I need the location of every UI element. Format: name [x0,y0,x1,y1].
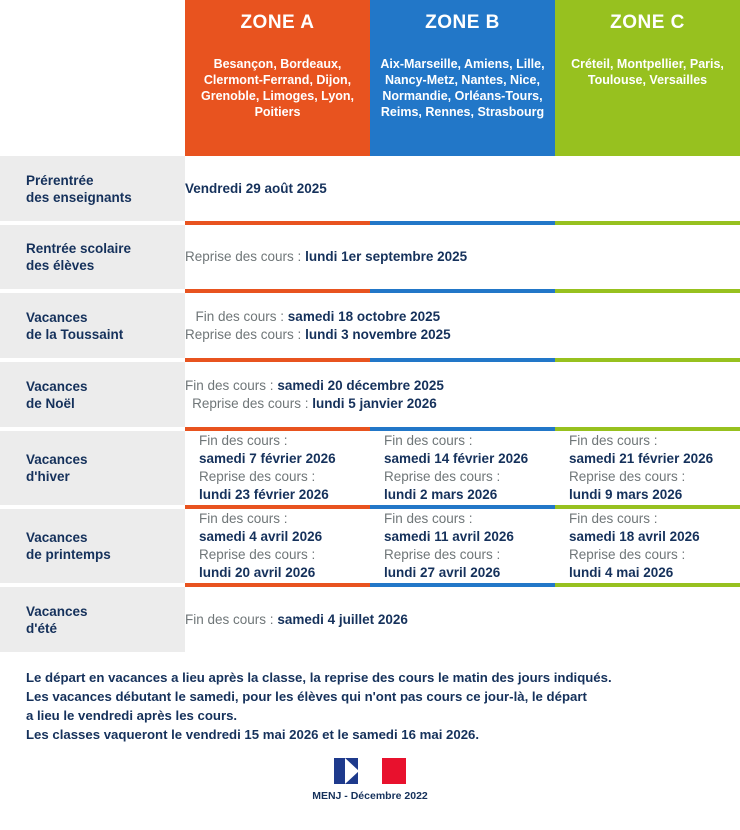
row-value-all-zones [185,362,740,427]
footer-line-4: Les classes vaqueront le vendredi 15 mai 2026 et le samedi 16 mai 2026. [26,727,480,742]
zone-c-title: ZONE C [555,0,740,46]
row-text: Vendredi 29 août 2025 [185,180,327,196]
row-label [0,225,185,289]
zone-a-cell [185,431,370,505]
fin-label: Fin des cours : [569,511,658,526]
fin-label: Fin des cours : [384,511,473,526]
footer-line-3: a lieu le vendredi après les cours. [26,708,238,723]
reprise-value: lundi 9 mars 2026 [569,487,683,502]
row-label-line1: Rentrée scolaire [26,241,132,256]
row-text-line2 [192,395,437,413]
row-label-line1: Vacances [26,378,88,394]
row-cell [185,293,451,358]
row-label-line2: de Noël [26,395,75,411]
row-label-line2: des enseignants [26,189,132,205]
zone-c-cell [555,509,740,583]
row-cell [185,362,444,427]
reprise-label: Reprise des cours : [199,547,316,562]
fin-value: samedi 4 avril 2026 [199,529,323,544]
fin-value: samedi 18 avril 2026 [569,529,700,544]
row-label-line1: Vacances [26,452,88,467]
row-label [0,431,185,505]
row-value-all-zones [185,225,740,289]
row-label [0,362,185,427]
row-label-line2: de la Toussaint [26,326,124,342]
row-value-all-zones [185,587,740,652]
fin-label: Fin des cours : [199,511,288,526]
zone-b-cell [370,431,555,505]
row-text-value: lundi 1er septembre 2025 [305,249,468,264]
row-cell [185,587,408,652]
row-vacances-noel [0,362,740,427]
row-label-line2: de printemps [26,547,111,562]
row-vacances-toussaint [0,293,740,358]
header-spacer [0,0,185,46]
row-rentree-scolaire [0,225,740,289]
fin-value: samedi 21 février 2026 [569,451,714,466]
reprise-label: Reprise des cours : [384,469,501,484]
fin-label: Fin des cours : [195,308,285,324]
zone-a-cities: Besançon, Bordeaux, Clermont-Ferrand, Dijon, Grenoble, Limoges, Lyon, Poitiers [185,46,370,156]
reprise-value: lundi 3 novembre 2025 [305,326,451,342]
reprise-label: Reprise des cours : [192,395,309,411]
fin-value: samedi 18 octobre 2025 [287,308,441,324]
row-cell [185,225,467,289]
fin-label: Fin des cours : [569,433,658,448]
zone-b-title: ZONE B [370,0,555,46]
fin-label: Fin des cours : [185,377,274,393]
reprise-value: lundi 27 avril 2026 [384,565,501,580]
fin-value: samedi 7 février 2026 [199,451,336,466]
row-text-line1 [195,308,440,326]
zone-c-cell [555,431,740,505]
reprise-value: lundi 23 février 2026 [199,487,329,502]
zone-a-cell [185,509,370,583]
zone-c-cities: Créteil, Montpellier, Paris, Toulouse, Versailles [555,46,740,156]
row-text [185,611,408,629]
row-label-line1: Prérentrée [26,172,94,188]
zone-a-title: ZONE A [185,0,370,46]
row-label-line2: d'été [26,620,57,636]
reprise-value: lundi 2 mars 2026 [384,487,498,502]
reprise-label: Reprise des cours : [569,547,686,562]
footer-line-1: Le départ en vacances a lieu après la classe, la reprise des cours le matin des jours indiqués. [26,670,612,685]
row-value-all-zones [185,156,740,221]
fin-value: samedi 4 juillet 2026 [277,611,408,627]
row-prerentree [0,156,740,221]
fin-label: Fin des cours : [199,433,288,448]
row-label [0,509,185,583]
row-label-line1: Vacances [26,603,88,619]
header-spacer-cities [0,46,185,156]
flag-white-band [358,758,382,784]
reprise-label: Reprise des cours : [384,547,501,562]
row-label-line2: d'hiver [26,469,70,484]
reprise-value: lundi 20 avril 2026 [199,565,316,580]
fin-label: Fin des cours : [185,611,274,627]
row-cell [185,156,327,221]
row-label [0,587,185,652]
row-vacances-hiver [0,431,740,505]
zone-b-cell [370,509,555,583]
flag-blue-band [334,758,358,784]
row-label-line2: des élèves [26,258,95,273]
reprise-value: lundi 5 janvier 2026 [312,395,437,411]
reprise-label: Reprise des cours : [199,469,316,484]
row-text-line2 [185,326,451,344]
row-label [0,293,185,358]
credit-text: MENJ - Décembre 2022 [312,790,428,802]
reprise-label: Reprise des cours : [185,326,302,342]
reprise-value: lundi 4 mai 2026 [569,565,674,580]
ministry-logo-block [0,758,740,802]
row-label-line1: Vacances [26,309,88,325]
french-flag-icon [334,758,406,784]
row-label-line1: Vacances [26,530,88,545]
row-vacances-ete [0,587,740,652]
row-vacances-printemps [0,509,740,583]
flag-red-band [382,758,406,784]
row-label [0,156,185,221]
zone-b-cities: Aix-Marseille, Amiens, Lille, Nancy-Metz, Nantes, Nice, Normandie, Orléans-Tours, Reims, Rennes, Strasbourg [370,46,555,156]
fin-label: Fin des cours : [384,433,473,448]
calendar-header [0,0,740,156]
fin-value: samedi 11 avril 2026 [384,529,514,544]
row-text-label: Reprise des cours : [185,249,302,264]
row-text-line1 [185,377,444,395]
fin-value: samedi 20 décembre 2025 [277,377,444,393]
footer-notes [0,652,740,744]
footer-line-2: Les vacances débutant le samedi, pour les élèves qui n'ont pas cours ce jour-là, le départ [26,689,587,704]
row-text [185,248,467,266]
reprise-label: Reprise des cours : [569,469,686,484]
fin-value: samedi 14 février 2026 [384,451,529,466]
row-value-all-zones [185,293,740,358]
